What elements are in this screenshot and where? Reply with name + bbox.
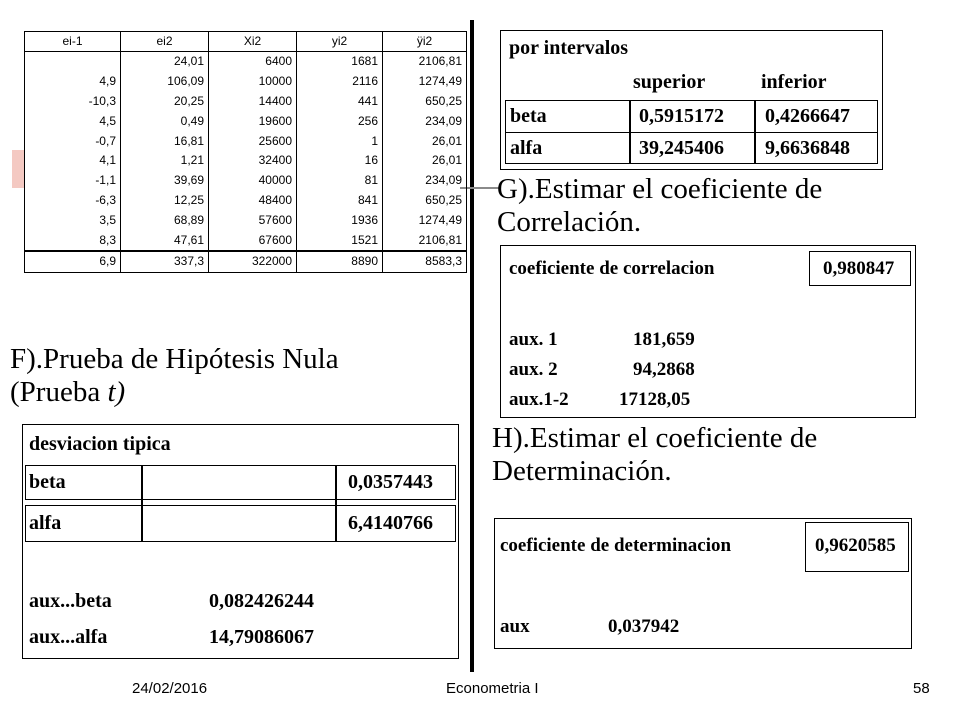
auxalfa-label: aux...alfa (29, 626, 108, 648)
section-f-line1: F).Prueba de Hipótesis Nula (10, 343, 339, 375)
deviation-beta-label: beta (29, 471, 66, 493)
table-cell: 441 (297, 92, 383, 112)
deviation-alfa-label: alfa (29, 512, 62, 534)
auxbeta-value: 0,082426244 (209, 590, 314, 612)
determination-label: coeficiente de determinacion (500, 535, 732, 556)
table-totals-row (25, 251, 467, 273)
column-header: ÿi2 (383, 32, 467, 52)
determination-aux-label: aux (500, 616, 530, 637)
table-cell: 25600 (209, 131, 297, 151)
table-cell: 322000 (209, 251, 297, 273)
table-cell: 2116 (297, 72, 383, 92)
correlation-label: coeficiente de correlacion (509, 258, 715, 279)
table-cell: 8890 (297, 251, 383, 273)
table-cell: 841 (297, 191, 383, 211)
deviation-divider (141, 465, 143, 542)
auxalfa-value: 14,79086067 (209, 626, 314, 648)
vertical-divider (470, 20, 474, 672)
aux1-value: 181,659 (633, 329, 695, 350)
table-row (25, 191, 467, 211)
table-cell: 4,5 (25, 111, 121, 131)
table-row (25, 111, 467, 131)
section-f-line2-prefix: (Prueba (10, 376, 108, 408)
table-cell: 234,09 (383, 171, 467, 191)
deviation-alfa-value: 6,4140766 (348, 512, 433, 534)
table-cell: 650,25 (383, 191, 467, 211)
table-cell: 2106,81 (383, 52, 467, 72)
table-cell: 32400 (209, 151, 297, 171)
determination-box (494, 518, 912, 649)
intervals-table (500, 30, 883, 170)
determination-aux-value: 0,037942 (608, 616, 680, 637)
table-cell: 4,1 (25, 151, 121, 171)
table-cell: 256 (297, 111, 383, 131)
column-header: yi2 (297, 32, 383, 52)
table-cell: 1521 (297, 230, 383, 251)
table-cell: 68,89 (121, 210, 209, 230)
table-cell: 8583,3 (383, 251, 467, 273)
column-header: ei-1 (25, 32, 121, 52)
table-cell: 3,5 (25, 210, 121, 230)
section-g-line1: G).Estimar el coeficiente de (497, 173, 823, 205)
aux12-label: aux.1-2 (509, 389, 569, 410)
table-cell: 20,25 (121, 92, 209, 112)
aux1-label: aux. 1 (509, 329, 558, 350)
table-cell: 26,01 (383, 131, 467, 151)
table-cell: 1274,49 (383, 210, 467, 230)
table-cell: -10,3 (25, 92, 121, 112)
section-h-line1: H).Estimar el coeficiente de (492, 422, 818, 454)
table-cell: 40000 (209, 171, 297, 191)
table-cell: 6,9 (25, 251, 121, 273)
determination-value: 0,9620585 (815, 535, 896, 556)
column-header: Xi2 (209, 32, 297, 52)
intervals-col-superior: superior (633, 71, 706, 93)
footer-date: 24/02/2016 (132, 680, 208, 697)
table-header-row (25, 32, 467, 52)
table-row (25, 210, 467, 230)
residuals-table (24, 31, 467, 273)
correlation-value: 0,980847 (823, 258, 895, 279)
deviation-divider (335, 465, 337, 542)
deviation-beta-value: 0,0357443 (348, 471, 433, 493)
table-cell (25, 52, 121, 72)
table-cell: 24,01 (121, 52, 209, 72)
table-cell: 16,81 (121, 131, 209, 151)
column-header: ei2 (121, 32, 209, 52)
aux12-value: 17128,05 (619, 389, 691, 410)
table-cell: 4,9 (25, 72, 121, 92)
aux2-label: aux. 2 (509, 359, 558, 380)
section-g-line2: Correlación. (497, 206, 642, 238)
section-f-line2 (10, 376, 339, 409)
table-cell: 337,3 (121, 251, 209, 273)
table-cell: 47,61 (121, 230, 209, 251)
table-cell: 67600 (209, 230, 297, 251)
intervals-alfa-inferior: 9,6636848 (765, 137, 850, 159)
intervals-alfa-superior: 39,245406 (639, 137, 724, 159)
table-cell: 6400 (209, 52, 297, 72)
table-cell: 81 (297, 171, 383, 191)
decorative-accent (12, 150, 24, 188)
section-h-heading (492, 422, 817, 488)
section-h-line2: Determinación. (492, 455, 672, 487)
table-row (25, 52, 467, 72)
deviation-box (22, 424, 459, 659)
table-cell: 57600 (209, 210, 297, 230)
table-cell: -0,7 (25, 131, 121, 151)
footer-course: Econometria I (446, 680, 539, 697)
aux2-value: 94,2868 (633, 359, 695, 380)
intervals-beta-superior: 0,5915172 (639, 105, 724, 127)
intervals-col-inferior: inferior (761, 71, 827, 93)
table-cell: -1,1 (25, 171, 121, 191)
deviation-title: desviacion tipica (29, 433, 171, 455)
table-cell: 1274,49 (383, 72, 467, 92)
table-row (25, 72, 467, 92)
table-cell: 234,09 (383, 111, 467, 131)
table-cell: 650,25 (383, 92, 467, 112)
intervals-beta-label: beta (510, 105, 547, 127)
table-cell: 10000 (209, 72, 297, 92)
table-cell: 1681 (297, 52, 383, 72)
auxbeta-label: aux...beta (29, 590, 112, 612)
table-cell: 14400 (209, 92, 297, 112)
table-cell: 48400 (209, 191, 297, 211)
table-cell: 1,21 (121, 151, 209, 171)
table-row (25, 171, 467, 191)
table-row (25, 131, 467, 151)
table-cell: 39,69 (121, 171, 209, 191)
intervals-title: por intervalos (509, 37, 629, 59)
section-f-heading (10, 343, 339, 409)
table-cell: 1936 (297, 210, 383, 230)
table-row (25, 151, 467, 171)
table-cell: 12,25 (121, 191, 209, 211)
table-row (25, 92, 467, 112)
table-cell: 106,09 (121, 72, 209, 92)
section-f-line2-italic: t) (107, 376, 126, 408)
intervals-alfa-label: alfa (510, 137, 543, 159)
footer-page-number: 58 (913, 680, 930, 697)
table-cell: 19600 (209, 111, 297, 131)
table-cell: -6,3 (25, 191, 121, 211)
correlation-box (500, 245, 916, 418)
table-cell: 26,01 (383, 151, 467, 171)
table-cell: 2106,81 (383, 230, 467, 251)
table-cell: 8,3 (25, 230, 121, 251)
table-cell: 0,49 (121, 111, 209, 131)
intervals-beta-inferior: 0,4266647 (765, 105, 850, 127)
table-row (25, 230, 467, 251)
section-g-heading (497, 173, 822, 239)
table-cell: 1 (297, 131, 383, 151)
table-cell: 16 (297, 151, 383, 171)
